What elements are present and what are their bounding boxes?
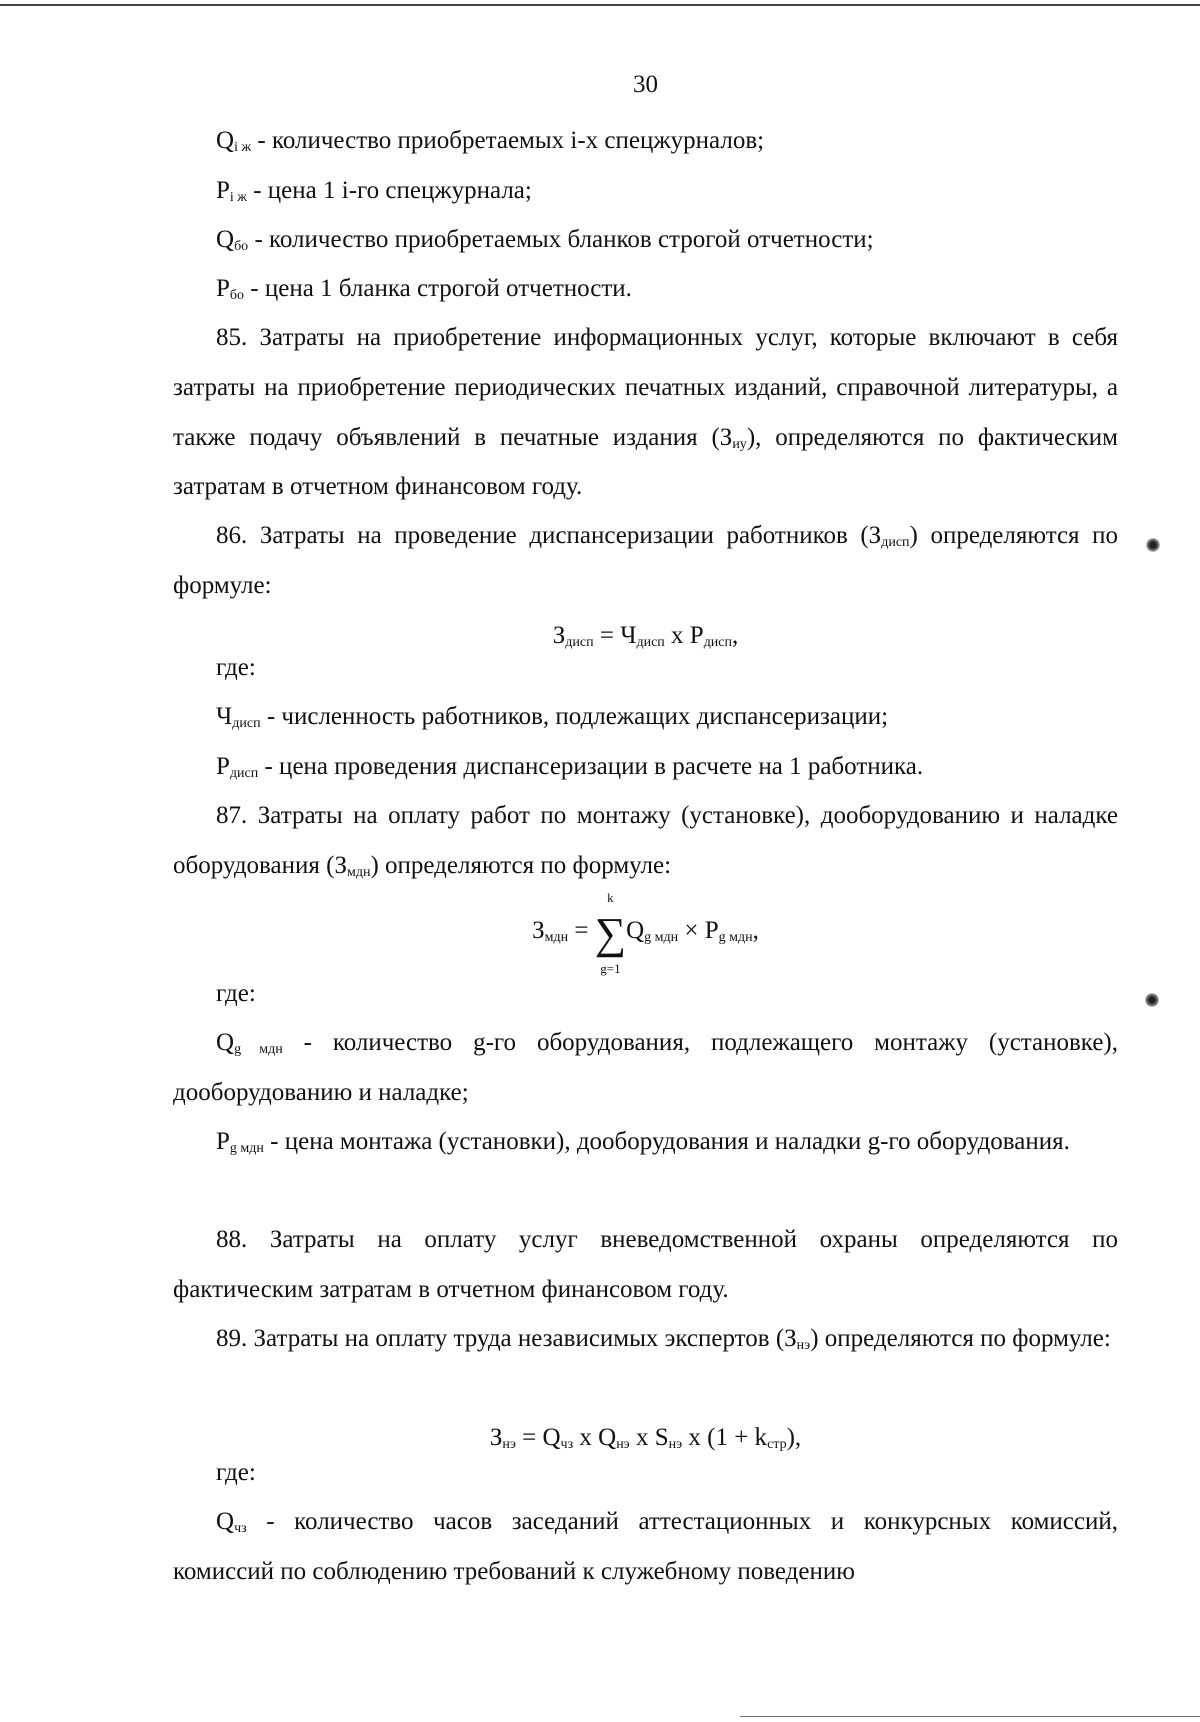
paragraph-text: 89. Затраты на оплату труда независимых экспертов (З [216,1325,797,1352]
paragraph-text: 87. Затраты на оплату работ по монтажу (установке), дооборудованию и наладке оборудования (З [173,802,1118,879]
definition-text: - количество приобретаемых бланков строгой отчетности; [248,226,874,253]
paragraph-85 [173,313,1118,512]
subscript: мдн [544,930,569,945]
definition-q-g-mdn [173,1018,1118,1118]
formula-operator: x (1 + k [682,1424,768,1451]
formula-symbol: P [689,622,704,649]
subscript: стр [767,1437,787,1452]
definition-p-bo [173,264,1118,314]
subscript: чз [560,1437,574,1452]
formula-operator: × [678,917,705,944]
subscript: g мдн [718,930,753,945]
symbol: Q [216,127,235,154]
paragraph-text: ), определяются по фактическим затратам в отчетном финансовом году. [173,423,1118,501]
formula-operator: x [664,622,690,649]
scan-top-edge [0,4,1200,6]
formula-operator: ), [786,1424,802,1451]
subscript: иу [732,436,747,452]
formula-operator: x [573,1424,599,1451]
subscript: дисп [232,716,261,731]
formula-operator: x [629,1424,655,1451]
subscript: нэ [796,1338,811,1353]
where-label: где: [216,654,256,681]
formula-symbol: З [532,917,545,944]
definition-text: - количество часов заседаний аттестационных и конкурсных комиссий, комиссий по соблюдению требований к служебному поведению [173,1508,1118,1585]
formula-operator: = [515,1424,543,1451]
sum-upper-limit: k [607,890,614,906]
symbol: Ч [216,703,233,730]
sigma-symbol: ∑ [594,908,627,958]
definition-text: - цена проведения диспансеризации в расчете на 1 работника. [258,753,924,780]
formula-symbol: P [704,917,719,944]
definition-text: - цена монтажа (установки), дооборудования и наладки g-го оборудования. [263,1128,1070,1155]
subscript: нэ [616,1437,630,1452]
formula-operator: = [593,622,621,649]
subscript: i ж [234,140,252,155]
sum-lower-limit: g=1 [600,961,621,977]
paragraph-text: ) определяются по формуле: [370,851,672,879]
subscript: g мдн [229,1141,264,1156]
subscript: g мдн [644,930,679,945]
subscript: дисп [703,635,733,650]
subscript: дисп [636,635,665,650]
symbol: P [216,1128,230,1155]
formula-operator: , [732,622,739,649]
symbol: P [216,177,230,204]
formula-symbol: Q [598,1424,617,1451]
definition-text: - численность работников, подлежащих диспансеризации; [260,703,889,730]
subscript: чз [234,1521,247,1536]
paragraph-text: ) определяются по формуле: [173,522,1118,599]
paragraph-86 [173,511,1118,611]
symbol: P [216,753,230,780]
formula-symbol: З [552,622,566,649]
where-label: где: [216,980,256,1007]
subscript: i ж [229,190,247,205]
paragraph-text: 86. Затраты на проведение диспансеризации работников (З [216,522,882,549]
paragraph-88: 88. Затраты на оплату услуг вневедомственной охраны определяются по фактическим затратам в отчетном финансовом году. [173,1226,1118,1303]
subscript: дисп [881,535,910,550]
formula-symbol: Ч [620,622,637,649]
definition-text: - количество g-го оборудования, подлежащего монтажу (установке), дооборудованию и наладке; [173,1029,1118,1106]
definition-text: - цена 1 бланка строгой отчетности. [244,275,632,302]
paragraph-text: ) определяются по формуле: [810,1325,1111,1352]
subscript: мдн [346,864,371,880]
subscript: g мдн [234,1042,283,1057]
subscript: дисп [229,766,259,781]
formula-symbol: Q [626,917,645,944]
where-label: где: [216,1459,256,1486]
subscript: нэ [668,1437,683,1452]
symbol: P [216,275,230,302]
definition-q-chz [173,1497,1118,1597]
symbol: Q [216,226,235,253]
paragraph-87 [173,791,1118,891]
formula-symbol: Q [542,1424,561,1451]
subscript: бо [234,239,249,254]
paragraph-89 [173,1314,1118,1364]
formula-symbol: З [489,1424,503,1451]
definition-text: - цена 1 i-го спецжурнала; [246,177,532,204]
definition-qi-zh [173,116,1118,166]
subscript: дисп [565,635,594,650]
symbol: Q [216,1508,235,1535]
formula-operator: , [752,917,759,944]
scan-speck [1146,538,1160,552]
formula-87 [173,890,1118,977]
formula-symbol: S [654,1424,669,1451]
definition-pi-zh [173,166,1118,216]
formula-operator: = [568,917,595,944]
page-number: 30 [633,71,658,98]
subscript: бо [229,288,245,303]
paragraph-text: 85. Затраты на приобретение информационных услуг, которые включают в себя затраты на приобретение периодических печатных изданий, справочной литературы, а также подачу объявлений в печатные издания (З [173,324,1118,451]
symbol: Q [216,1029,235,1056]
scan-bottom-edge [740,1716,1200,1717]
definition-p-disp [173,742,1118,792]
definition-ch-disp [173,692,1118,742]
subscript: нэ [502,1437,516,1452]
sum-operator [594,890,627,977]
definition-p-g-mdn [173,1117,1118,1167]
scan-speck [1145,993,1159,1007]
definition-text: - количество приобретаемых i-х спецжурналов; [251,127,765,154]
definition-q-bo [173,215,1118,265]
